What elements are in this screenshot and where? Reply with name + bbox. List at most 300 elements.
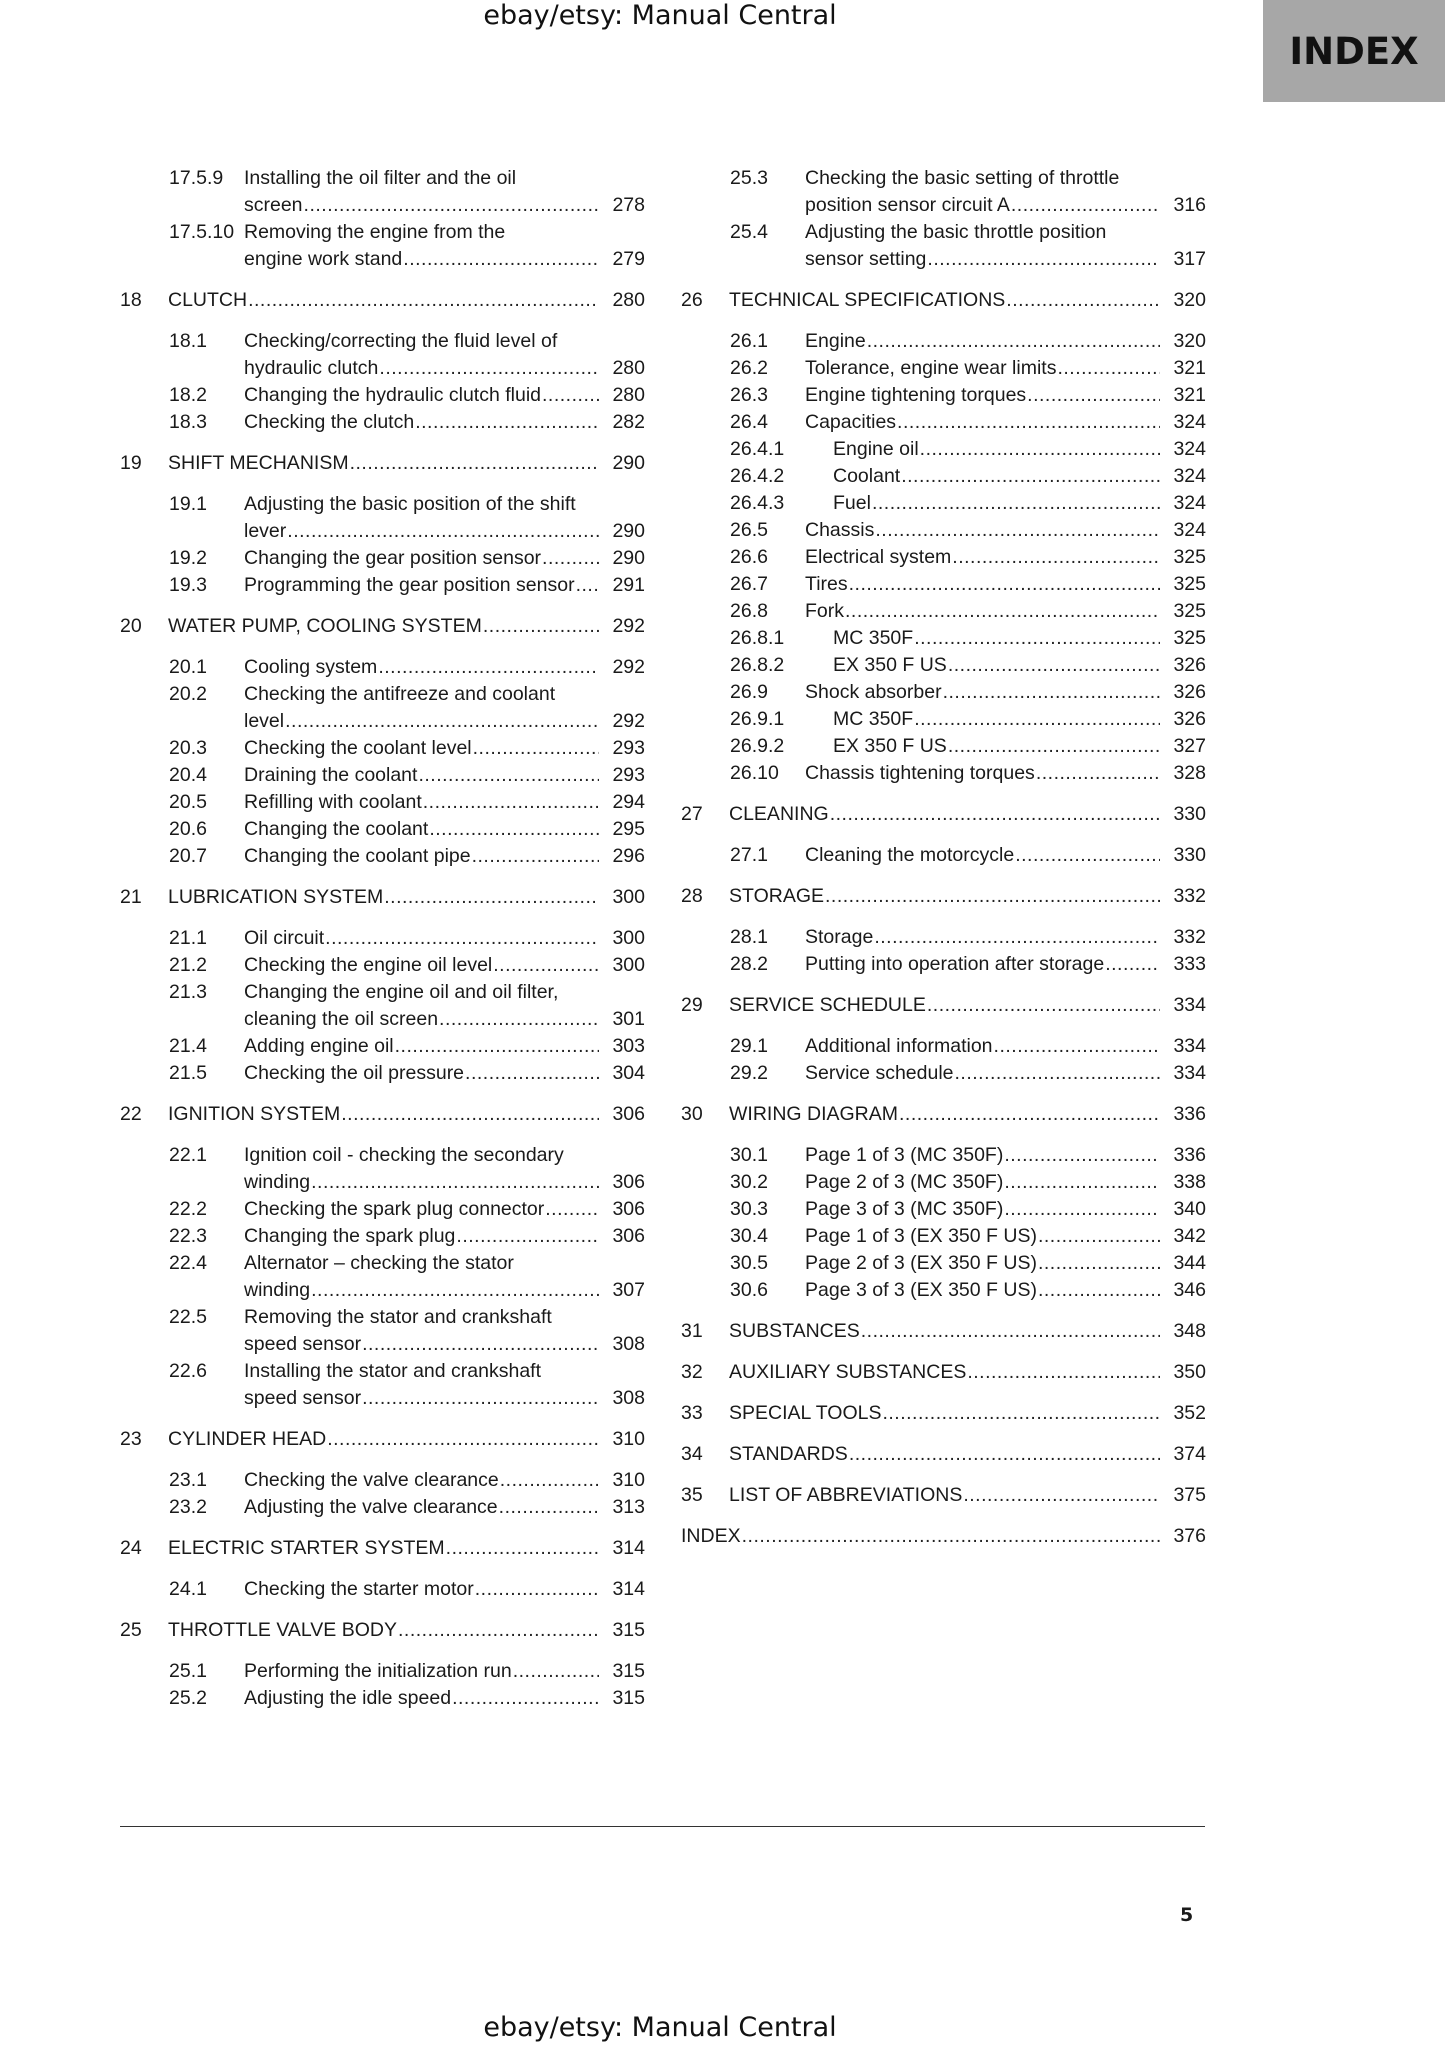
- toc-entry-number: 20.1: [169, 656, 207, 678]
- toc-entry-page: 375: [1173, 1484, 1206, 1506]
- toc-entry-number: 21.4: [169, 1035, 207, 1057]
- toc-entry[interactable]: [120, 1685, 645, 1712]
- toc-entry[interactable]: [120, 572, 645, 599]
- toc-entry[interactable]: [681, 1277, 1206, 1304]
- dot-leader: [1038, 1250, 1160, 1277]
- toc-entry-number: 27.1: [730, 844, 768, 866]
- toc-entry-page: 330: [1173, 803, 1206, 825]
- toc-entry[interactable]: [681, 1196, 1206, 1223]
- toc-entry-title: Coolant: [833, 465, 901, 487]
- toc-entry[interactable]: [120, 1617, 645, 1644]
- toc-entry-number: 26.4.1: [730, 438, 785, 460]
- toc-entry-number: 29: [681, 994, 703, 1016]
- toc-entry-title-line: Checking/correcting the fluid level of: [244, 330, 558, 352]
- toc-entry-title: SHIFT MECHANISM: [168, 452, 349, 474]
- toc-entry[interactable]: [681, 1169, 1206, 1196]
- toc-entry-title: Checking the engine oil level: [244, 954, 493, 976]
- toc-entry-page: 336: [1173, 1103, 1206, 1125]
- dot-leader: [861, 1318, 1160, 1345]
- toc-entry-title: Refilling with coolant: [244, 791, 422, 813]
- toc-entry[interactable]: [120, 843, 645, 870]
- toc-entry-title: Service schedule: [805, 1062, 954, 1084]
- toc-entry[interactable]: [681, 1482, 1206, 1509]
- toc-entry-number: 30.1: [730, 1144, 768, 1166]
- toc-entry-number: 26.4.2: [730, 465, 785, 487]
- toc-left-column: [120, 165, 645, 1712]
- toc-entry-page: 303: [612, 1035, 645, 1057]
- toc-entry[interactable]: [120, 328, 645, 382]
- toc-entry-title-line: Adjusting the basic throttle position: [805, 221, 1107, 243]
- toc-entry[interactable]: [681, 733, 1206, 760]
- toc-entry[interactable]: [681, 598, 1206, 625]
- toc-entry-number: 20.7: [169, 845, 207, 867]
- toc-entry[interactable]: [120, 1060, 645, 1087]
- toc-entry-title: speed sensor: [244, 1333, 362, 1355]
- dot-leader: [967, 1359, 1160, 1386]
- dot-leader: [882, 1400, 1160, 1427]
- toc-entry[interactable]: [681, 1223, 1206, 1250]
- dot-leader: [311, 1277, 599, 1304]
- toc-entry-number: 21.2: [169, 954, 207, 976]
- toc-entry-title: CYLINDER HEAD: [168, 1428, 327, 1450]
- toc-entry[interactable]: [120, 1576, 645, 1603]
- toc-entry-page: 306: [612, 1103, 645, 1125]
- toc-entry-title: Storage: [805, 926, 874, 948]
- toc-entry-title: screen: [244, 194, 303, 216]
- toc-entry-page: 290: [612, 452, 645, 474]
- toc-entry[interactable]: [120, 884, 645, 911]
- toc-entry-page: 292: [612, 656, 645, 678]
- dot-leader: [1004, 1196, 1160, 1223]
- toc-entry-title-line: Checking the basic setting of throttle: [805, 167, 1120, 189]
- dot-leader: [943, 679, 1160, 706]
- dot-leader: [1027, 382, 1160, 409]
- toc-entry-page: 317: [1173, 248, 1206, 270]
- toc-entry-page: 325: [1173, 600, 1206, 622]
- toc-entry[interactable]: [681, 165, 1206, 219]
- dot-leader: [499, 1494, 599, 1521]
- toc-entry-number: 26.8: [730, 600, 768, 622]
- toc-entry[interactable]: [120, 979, 645, 1033]
- toc-entry[interactable]: [681, 625, 1206, 652]
- toc-entry-title: Chassis tightening torques: [805, 762, 1035, 784]
- toc-entry-page: 304: [612, 1062, 645, 1084]
- toc-entry-title: EX 350 F US: [833, 654, 947, 676]
- toc-entry[interactable]: [120, 816, 645, 843]
- toc-entry-number: 31: [681, 1320, 703, 1342]
- toc-entry-page: 321: [1173, 384, 1206, 406]
- toc-entry-title-line: Installing the oil filter and the oil: [244, 167, 517, 189]
- toc-entry-page: 344: [1173, 1252, 1206, 1274]
- toc-entry-title: Checking the coolant level: [244, 737, 472, 759]
- toc-entry-number: 22: [120, 1103, 142, 1125]
- toc-entry[interactable]: [681, 1318, 1206, 1345]
- toc-entry-number: 21.1: [169, 927, 207, 949]
- toc-entry-title: AUXILIARY SUBSTANCES: [729, 1361, 967, 1383]
- dot-leader: [542, 382, 599, 409]
- dot-leader: [287, 518, 599, 545]
- dot-leader: [423, 789, 599, 816]
- toc-entry[interactable]: [120, 545, 645, 572]
- toc-right-column: [681, 165, 1206, 1550]
- toc-entry[interactable]: [681, 679, 1206, 706]
- toc-entry-title: STORAGE: [729, 885, 824, 907]
- toc-entry-page: 325: [1173, 573, 1206, 595]
- toc-entry[interactable]: [681, 760, 1206, 787]
- toc-entry-page: 325: [1173, 546, 1206, 568]
- toc-entry-page: 338: [1173, 1171, 1206, 1193]
- toc-entry[interactable]: [120, 735, 645, 762]
- toc-entry-page: 300: [612, 886, 645, 908]
- toc-entry-number: 30.2: [730, 1171, 768, 1193]
- toc-entry[interactable]: [120, 1658, 645, 1685]
- toc-entry-page: 280: [612, 289, 645, 311]
- toc-entry[interactable]: [681, 571, 1206, 598]
- toc-entry-page: 291: [612, 574, 645, 596]
- toc-entry-title: Page 2 of 3 (MC 350F): [805, 1171, 1004, 1193]
- toc-entry-title: Additional information: [805, 1035, 993, 1057]
- toc-entry-page: 278: [612, 194, 645, 216]
- toc-entry[interactable]: [681, 801, 1206, 828]
- toc-entry[interactable]: [120, 762, 645, 789]
- toc-entry[interactable]: [120, 681, 645, 735]
- dot-leader: [1057, 355, 1160, 382]
- toc-entry-title: THROTTLE VALVE BODY: [168, 1619, 397, 1641]
- toc-entry[interactable]: [120, 287, 645, 314]
- toc-entry[interactable]: [120, 1426, 645, 1453]
- toc-entry-title: INDEX: [681, 1525, 741, 1547]
- toc-entry[interactable]: [120, 1142, 645, 1196]
- dot-leader: [1038, 1277, 1160, 1304]
- toc-entry-number: 21: [120, 886, 142, 908]
- toc-entry[interactable]: [120, 409, 645, 436]
- toc-entry-page: 326: [1173, 654, 1206, 676]
- toc-entry[interactable]: [120, 1535, 645, 1562]
- dot-leader: [285, 708, 599, 735]
- toc-entry-title-line: Alternator – checking the stator: [244, 1252, 514, 1274]
- toc-entry-title: MC 350F: [833, 627, 914, 649]
- dot-leader: [963, 1482, 1160, 1509]
- toc-entry-title: Capacities: [805, 411, 897, 433]
- toc-entry[interactable]: [120, 165, 645, 219]
- toc-entry-number: 22.6: [169, 1360, 207, 1382]
- dot-leader: [830, 801, 1160, 828]
- dot-leader: [952, 544, 1160, 571]
- dot-leader: [384, 884, 599, 911]
- toc-entry-page: 293: [612, 737, 645, 759]
- toc-entry-title: Engine tightening torques: [805, 384, 1027, 406]
- toc-entry-number: 30.3: [730, 1198, 768, 1220]
- toc-entry-number: 20: [120, 615, 142, 637]
- toc-entry-page: 348: [1173, 1320, 1206, 1342]
- toc-entry-number: 26: [681, 289, 703, 311]
- toc-entry[interactable]: [681, 490, 1206, 517]
- dot-leader: [1004, 1169, 1160, 1196]
- dot-leader: [350, 450, 599, 477]
- toc-entry[interactable]: [120, 382, 645, 409]
- toc-entry-number: 21.5: [169, 1062, 207, 1084]
- toc-entry-page: 340: [1173, 1198, 1206, 1220]
- dot-leader: [1011, 192, 1160, 219]
- toc-entry-title: WATER PUMP, COOLING SYSTEM: [168, 615, 482, 637]
- dot-leader: [362, 1331, 599, 1358]
- toc-entry-title: MC 350F: [833, 708, 914, 730]
- toc-entry[interactable]: [681, 992, 1206, 1019]
- toc-entry-page: 292: [612, 615, 645, 637]
- dot-leader: [456, 1223, 599, 1250]
- dot-leader: [576, 572, 599, 599]
- toc-entry-page: 315: [612, 1619, 645, 1641]
- toc-entry-page: 324: [1173, 519, 1206, 541]
- toc-entry[interactable]: [681, 355, 1206, 382]
- toc-entry[interactable]: [681, 436, 1206, 463]
- dot-leader: [845, 598, 1160, 625]
- toc-entry[interactable]: [681, 328, 1206, 355]
- toc-entry-page: 307: [612, 1279, 645, 1301]
- toc-entry-page: 334: [1173, 994, 1206, 1016]
- toc-entry[interactable]: [120, 613, 645, 640]
- dot-leader: [362, 1385, 599, 1412]
- footer-divider: [120, 1826, 1205, 1827]
- dot-leader: [446, 1535, 599, 1562]
- toc-entry-page: 336: [1173, 1144, 1206, 1166]
- toc-entry-number: 25.3: [730, 167, 768, 189]
- toc-entry[interactable]: [681, 883, 1206, 910]
- toc-entry-page: 374: [1173, 1443, 1206, 1465]
- toc-entry-title: Checking the clutch: [244, 411, 415, 433]
- toc-entry[interactable]: [681, 1441, 1206, 1468]
- toc-entry-title: SERVICE SCHEDULE: [729, 994, 926, 1016]
- toc-entry[interactable]: [681, 1250, 1206, 1277]
- toc-entry-page: 294: [612, 791, 645, 813]
- toc-entry-number: 32: [681, 1361, 703, 1383]
- toc-entry-number: 34: [681, 1443, 703, 1465]
- toc-entry-page: 306: [612, 1225, 645, 1247]
- toc-entry[interactable]: [681, 382, 1206, 409]
- toc-entry-title: ELECTRIC STARTER SYSTEM: [168, 1537, 445, 1559]
- toc-entry-title: WIRING DIAGRAM: [729, 1103, 898, 1125]
- dot-leader: [475, 1576, 599, 1603]
- toc-entry[interactable]: [681, 1142, 1206, 1169]
- toc-entry-page: 301: [612, 1008, 645, 1030]
- toc-entry-number: 20.5: [169, 791, 207, 813]
- toc-entry-title: EX 350 F US: [833, 735, 947, 757]
- toc-entry[interactable]: [681, 517, 1206, 544]
- toc-entry-page: 320: [1173, 289, 1206, 311]
- toc-entry-page: 315: [612, 1687, 645, 1709]
- toc-entry[interactable]: [681, 287, 1206, 314]
- toc-entry[interactable]: [120, 450, 645, 477]
- toc-entry-number: 26.4: [730, 411, 768, 433]
- toc-entry[interactable]: [681, 1523, 1206, 1550]
- toc-entry-title: Putting into operation after storage: [805, 953, 1105, 975]
- dot-leader: [825, 883, 1160, 910]
- toc-entry-number: 26.7: [730, 573, 768, 595]
- toc-entry[interactable]: [120, 1223, 645, 1250]
- toc-entry[interactable]: [681, 1033, 1206, 1060]
- toc-entry[interactable]: [681, 706, 1206, 733]
- toc-entry[interactable]: [120, 1196, 645, 1223]
- dot-leader: [545, 1196, 599, 1223]
- toc-entry-number: 23.1: [169, 1469, 207, 1491]
- toc-entry-number: 19: [120, 452, 142, 474]
- toc-entry-number: 35: [681, 1484, 703, 1506]
- toc-entry-page: 324: [1173, 438, 1206, 460]
- toc-entry[interactable]: [120, 1033, 645, 1060]
- toc-entry-title: Engine: [805, 330, 866, 352]
- toc-entry-title: TECHNICAL SPECIFICATIONS: [729, 289, 1006, 311]
- dot-leader: [872, 490, 1160, 517]
- toc-entry[interactable]: [120, 1467, 645, 1494]
- toc-entry[interactable]: [120, 1358, 645, 1412]
- dot-leader: [897, 409, 1160, 436]
- toc-entry[interactable]: [120, 1250, 645, 1304]
- toc-entry-title: level: [244, 710, 285, 732]
- toc-entry-number: 24.1: [169, 1578, 207, 1600]
- toc-entry-title: Programming the gear position sensor: [244, 574, 575, 596]
- dot-leader: [341, 1101, 599, 1128]
- toc-entry-title: Changing the spark plug: [244, 1225, 456, 1247]
- toc-entry-page: 350: [1173, 1361, 1206, 1383]
- toc-entry-page: 310: [612, 1428, 645, 1450]
- toc-entry-number: 26.8.2: [730, 654, 785, 676]
- toc-entry-title: Page 1 of 3 (EX 350 F US): [805, 1225, 1037, 1247]
- toc-entry-title-line: Installing the stator and crankshaft: [244, 1360, 542, 1382]
- toc-entry-number: 33: [681, 1402, 703, 1424]
- toc-entry[interactable]: [681, 1400, 1206, 1427]
- toc-entry-page: 324: [1173, 492, 1206, 514]
- toc-entry-number: 22.1: [169, 1144, 207, 1166]
- toc-entry[interactable]: [681, 924, 1206, 951]
- toc-entry[interactable]: [120, 789, 645, 816]
- toc-entry-title: hydraulic clutch: [244, 357, 379, 379]
- toc-entry[interactable]: [681, 1060, 1206, 1087]
- dot-leader: [849, 1441, 1160, 1468]
- toc-entry-title: Adjusting the idle speed: [244, 1687, 452, 1709]
- toc-entry-page: 279: [612, 248, 645, 270]
- toc-entry-title: speed sensor: [244, 1387, 362, 1409]
- toc-entry-page: 326: [1173, 708, 1206, 730]
- toc-entry-page: 320: [1173, 330, 1206, 352]
- dot-leader: [465, 1060, 599, 1087]
- dot-leader: [248, 287, 599, 314]
- toc-entry-number: 25.4: [730, 221, 768, 243]
- toc-entry-title-line: Checking the antifreeze and coolant: [244, 683, 556, 705]
- dot-leader: [948, 733, 1160, 760]
- toc-entry[interactable]: [120, 1494, 645, 1521]
- toc-entry-number: 24: [120, 1537, 142, 1559]
- toc-entry-number: 26.2: [730, 357, 768, 379]
- toc-entry-title: Adjusting the valve clearance: [244, 1496, 498, 1518]
- toc-entry[interactable]: [120, 491, 645, 545]
- toc-entry[interactable]: [681, 544, 1206, 571]
- toc-entry[interactable]: [120, 1101, 645, 1128]
- toc-entry-page: 314: [612, 1578, 645, 1600]
- dot-leader: [1006, 287, 1160, 314]
- dot-leader: [1036, 760, 1160, 787]
- dot-leader: [920, 436, 1160, 463]
- toc-entry-title: Page 3 of 3 (EX 350 F US): [805, 1279, 1037, 1301]
- toc-entry-title: lever: [244, 520, 287, 542]
- toc-entry-number: 20.6: [169, 818, 207, 840]
- toc-entry-number: 25: [120, 1619, 142, 1641]
- toc-entry-page: 308: [612, 1387, 645, 1409]
- dot-leader: [874, 924, 1160, 951]
- toc-entry-page: 306: [612, 1171, 645, 1193]
- toc-entry-title: Page 2 of 3 (EX 350 F US): [805, 1252, 1037, 1274]
- toc-entry-title: SPECIAL TOOLS: [729, 1402, 882, 1424]
- toc-entry-page: 296: [612, 845, 645, 867]
- toc-entry[interactable]: [681, 1359, 1206, 1386]
- toc-entry-page: 342: [1173, 1225, 1206, 1247]
- dot-leader: [1105, 951, 1160, 978]
- toc-entry[interactable]: [681, 652, 1206, 679]
- dot-leader: [948, 652, 1160, 679]
- toc-entry-title: Performing the initialization run: [244, 1660, 512, 1682]
- toc-entry-number: 23: [120, 1428, 142, 1450]
- toc-entry-title: Engine oil: [833, 438, 919, 460]
- dot-leader: [899, 1101, 1160, 1128]
- toc-entry-page: 310: [612, 1469, 645, 1491]
- toc-entry[interactable]: [681, 219, 1206, 273]
- dot-leader: [378, 654, 599, 681]
- toc-entry[interactable]: [120, 219, 645, 273]
- dot-leader: [418, 762, 599, 789]
- toc-entry-number: 26.1: [730, 330, 768, 352]
- toc-entry[interactable]: [120, 952, 645, 979]
- toc-entry-page: 316: [1173, 194, 1206, 216]
- toc-entry[interactable]: [681, 409, 1206, 436]
- dot-leader: [742, 1523, 1160, 1550]
- toc-entry-page: 324: [1173, 465, 1206, 487]
- toc-entry-title: Fuel: [833, 492, 871, 514]
- dot-leader: [513, 1658, 599, 1685]
- toc-entry[interactable]: [681, 951, 1206, 978]
- watermark-footer: ebay/etsy: Manual Central: [483, 2012, 837, 2043]
- toc-entry[interactable]: [681, 1101, 1206, 1128]
- toc-entry-title: Cooling system: [244, 656, 378, 678]
- toc-entry-number: 18: [120, 289, 142, 311]
- toc-entry-page: 300: [612, 954, 645, 976]
- toc-entry-page: 376: [1173, 1525, 1206, 1547]
- toc-entry-number: 19.1: [169, 493, 207, 515]
- toc-entry-page: 328: [1173, 762, 1206, 784]
- toc-entry-title: Adding engine oil: [244, 1035, 394, 1057]
- toc-entry-title: Checking the valve clearance: [244, 1469, 499, 1491]
- toc-entry-title: STANDARDS: [729, 1443, 848, 1465]
- watermark-header: ebay/etsy: Manual Central: [483, 0, 837, 31]
- toc-entry-number: 30.5: [730, 1252, 768, 1274]
- toc-entry[interactable]: [681, 842, 1206, 869]
- dot-leader: [429, 816, 599, 843]
- toc-entry-title: winding: [244, 1279, 311, 1301]
- toc-entry-title: Changing the hydraulic clutch fluid: [244, 384, 542, 406]
- toc-entry[interactable]: [681, 463, 1206, 490]
- toc-entry[interactable]: [120, 925, 645, 952]
- toc-entry[interactable]: [120, 1304, 645, 1358]
- toc-entry-page: 282: [612, 411, 645, 433]
- dot-leader: [403, 246, 599, 273]
- toc-entry-page: 332: [1173, 885, 1206, 907]
- toc-entry-page: 330: [1173, 844, 1206, 866]
- dot-leader: [379, 355, 599, 382]
- dot-leader: [325, 925, 599, 952]
- toc-entry-number: 26.3: [730, 384, 768, 406]
- toc-entry-page: 346: [1173, 1279, 1206, 1301]
- toc-entry[interactable]: [120, 654, 645, 681]
- toc-entry-title: LUBRICATION SYSTEM: [168, 886, 384, 908]
- dot-leader: [311, 1169, 599, 1196]
